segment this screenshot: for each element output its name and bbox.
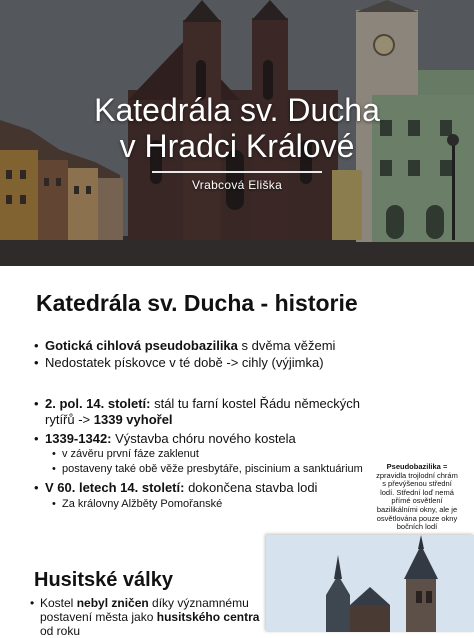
- sub-bullet-kralovna: • Za královny Alžběty Pomořanské: [52, 498, 223, 510]
- slide-heading: Husitské války: [34, 569, 173, 591]
- hussite-slide: [0, 531, 474, 638]
- slide-heading: Katedrála sv. Ducha - historie: [36, 290, 358, 316]
- bullet-1339-1342: • 1339-1342: Výstavba chóru nového kostela: [34, 431, 296, 446]
- bullet-icon: •: [34, 396, 39, 411]
- bullet-14-stoleti: • 2. pol. 14. století: stál tu farní kostel Řádu německých rytířů -> 1339 vyhořel: [34, 396, 361, 427]
- pseudobazilika-definition-note: Pseudobazilika = zpravidla trojlodní chrám s převýšenou střední lodí. Střední loď nemá přímé osvětlení bazilikálními okny, ale je osvětlována pouze okny bočních lodí: [376, 463, 458, 532]
- bullet-icon: •: [34, 480, 39, 495]
- bullet-icon: •: [34, 338, 39, 353]
- bullet-piskovec: • Nedostatek pískovce v té době -> cihly (výjimka): [34, 355, 324, 370]
- title-divider: [152, 171, 322, 173]
- title-line-1: Katedrála sv. Ducha: [94, 92, 380, 128]
- sub-bullet-veze: • postaveny také obě věže presbytáře, piscinium a sanktuárium: [52, 463, 363, 475]
- cathedral-towers-photo: [266, 535, 474, 632]
- bullet-icon: •: [34, 355, 39, 370]
- sub-bullet-zaklenut: • v závěru první fáze zaklenut: [52, 448, 199, 460]
- towers-illustration: [266, 535, 474, 632]
- bullet-icon: •: [34, 431, 39, 446]
- bullet-nebyl-znicen: • Kostel nebyl zničen díky významnému postavení města jako husitského centra od roku: [30, 596, 260, 638]
- bullet-60-leta: • V 60. letech 14. století: dokončena stavba lodi: [34, 480, 318, 495]
- slide-title: [0, 92, 474, 164]
- sub-bullet-icon: •: [52, 463, 56, 475]
- title-line-2: v Hradci Králové: [119, 128, 355, 164]
- sub-bullet-icon: •: [52, 498, 56, 510]
- bullet-pseudobazilika: • Gotická cihlová pseudobazilika s dvěma věžemi: [34, 338, 336, 353]
- sub-bullet-icon: •: [52, 448, 56, 460]
- title-slide: [0, 0, 474, 266]
- bullet-icon: •: [30, 596, 35, 610]
- author-name: Vrabcová Eliška: [191, 178, 283, 192]
